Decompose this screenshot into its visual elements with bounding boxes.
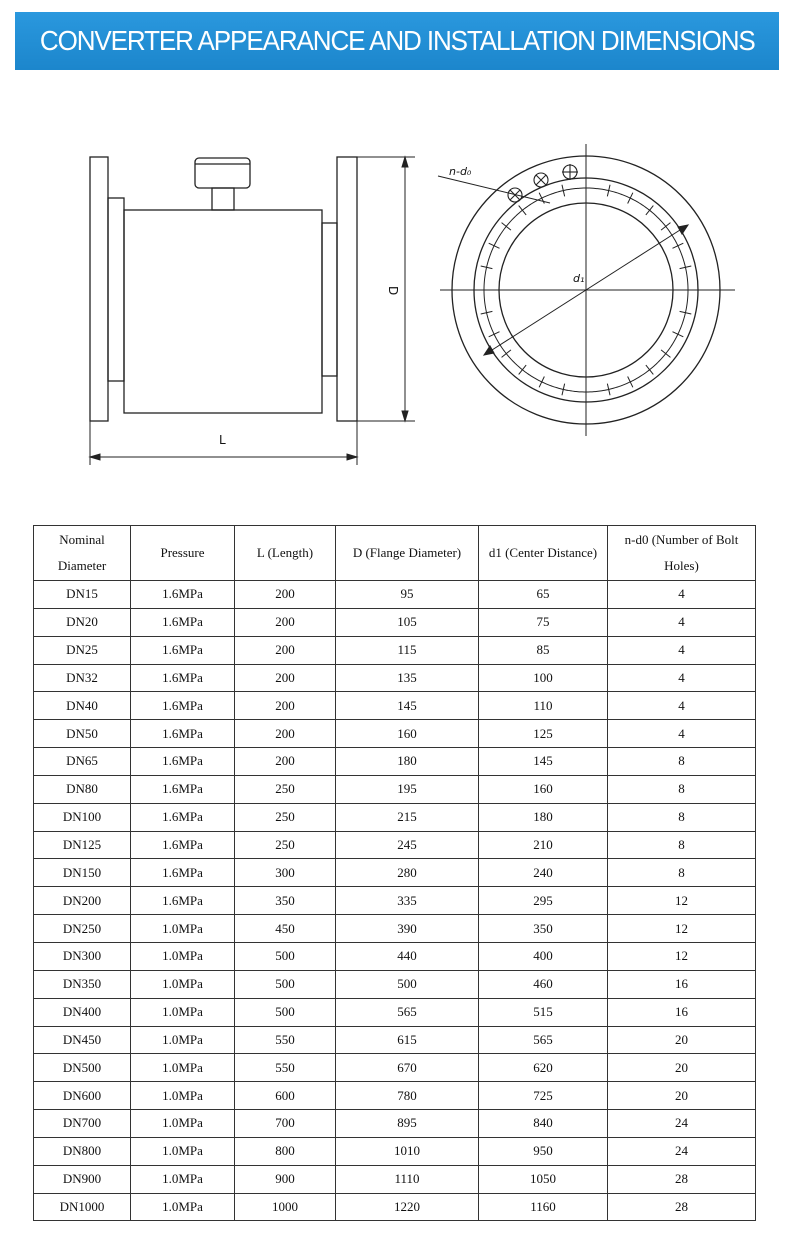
table-row — [34, 775, 756, 803]
cell-length: 450 — [235, 915, 336, 943]
table-header-row — [34, 526, 756, 581]
bolt-hole-leader — [438, 176, 550, 203]
bolt-tick — [489, 332, 500, 337]
cell-flange-diameter: 670 — [336, 1054, 479, 1082]
cell-pressure: 1.6MPa — [131, 692, 235, 720]
dimension-d-line — [357, 157, 415, 421]
cell-bolt-holes: 28 — [608, 1193, 756, 1221]
label-l: L — [219, 433, 226, 447]
cell-nominal-diameter: DN50 — [34, 720, 131, 748]
cell-pressure: 1.0MPa — [131, 970, 235, 998]
cell-center-distance: 460 — [479, 970, 608, 998]
cell-length: 200 — [235, 748, 336, 776]
cell-length: 550 — [235, 1054, 336, 1082]
cell-nominal-diameter: DN200 — [34, 887, 131, 915]
cell-center-distance: 620 — [479, 1054, 608, 1082]
cell-nominal-diameter: DN25 — [34, 636, 131, 664]
cell-center-distance: 950 — [479, 1137, 608, 1165]
cell-pressure: 1.6MPa — [131, 636, 235, 664]
table-row — [34, 970, 756, 998]
cell-flange-diameter: 280 — [336, 859, 479, 887]
cell-pressure: 1.0MPa — [131, 915, 235, 943]
cell-pressure: 1.0MPa — [131, 1193, 235, 1221]
cell-center-distance: 565 — [479, 1026, 608, 1054]
side-view-body — [124, 210, 322, 413]
cell-center-distance: 400 — [479, 942, 608, 970]
cell-flange-diameter: 145 — [336, 692, 479, 720]
table-row — [34, 581, 756, 609]
table-row — [34, 692, 756, 720]
cell-flange-diameter: 245 — [336, 831, 479, 859]
cell-center-distance: 160 — [479, 775, 608, 803]
title-banner — [15, 12, 779, 70]
cell-length: 350 — [235, 887, 336, 915]
cell-length: 250 — [235, 831, 336, 859]
cell-bolt-holes: 28 — [608, 1165, 756, 1193]
cell-nominal-diameter: DN400 — [34, 998, 131, 1026]
cell-bolt-holes: 8 — [608, 831, 756, 859]
cell-center-distance: 295 — [479, 887, 608, 915]
cell-length: 800 — [235, 1137, 336, 1165]
table-row — [34, 1082, 756, 1110]
cell-pressure: 1.0MPa — [131, 998, 235, 1026]
cell-flange-diameter: 1010 — [336, 1137, 479, 1165]
cell-pressure: 1.6MPa — [131, 859, 235, 887]
bolt-tick — [489, 243, 500, 248]
cell-center-distance: 85 — [479, 636, 608, 664]
cell-pressure: 1.0MPa — [131, 1110, 235, 1138]
cell-flange-diameter: 180 — [336, 748, 479, 776]
header-length: L (Length) — [235, 526, 336, 581]
cell-pressure: 1.6MPa — [131, 775, 235, 803]
cell-center-distance: 1160 — [479, 1193, 608, 1221]
cell-nominal-diameter: DN150 — [34, 859, 131, 887]
cell-pressure: 1.6MPa — [131, 803, 235, 831]
cell-center-distance: 180 — [479, 803, 608, 831]
cell-nominal-diameter: DN125 — [34, 831, 131, 859]
cell-flange-diameter: 160 — [336, 720, 479, 748]
header-flange-diameter: D (Flange Diameter) — [336, 526, 479, 581]
bolt-tick — [672, 332, 683, 337]
cell-nominal-diameter: DN15 — [34, 581, 131, 609]
table-row — [34, 831, 756, 859]
cell-pressure: 1.6MPa — [131, 608, 235, 636]
cell-length: 500 — [235, 998, 336, 1026]
header-center-distance: d1 (Center Distance) — [479, 526, 608, 581]
cell-nominal-diameter: DN350 — [34, 970, 131, 998]
cell-center-distance: 1050 — [479, 1165, 608, 1193]
label-d: D — [386, 286, 400, 296]
table-row — [34, 664, 756, 692]
cell-nominal-diameter: DN40 — [34, 692, 131, 720]
cell-length: 500 — [235, 970, 336, 998]
cell-nominal-diameter: DN500 — [34, 1054, 131, 1082]
table-row — [34, 887, 756, 915]
cell-nominal-diameter: DN800 — [34, 1137, 131, 1165]
header-bolt-holes: n-d0 (Number of Bolt Holes) — [608, 526, 756, 581]
cell-bolt-holes: 8 — [608, 803, 756, 831]
header-pressure: Pressure — [131, 526, 235, 581]
cell-bolt-holes: 16 — [608, 970, 756, 998]
table-row — [34, 1165, 756, 1193]
cell-center-distance: 210 — [479, 831, 608, 859]
cell-pressure: 1.0MPa — [131, 1137, 235, 1165]
cell-flange-diameter: 215 — [336, 803, 479, 831]
cell-flange-diameter: 780 — [336, 1082, 479, 1110]
cell-length: 200 — [235, 608, 336, 636]
cell-bolt-holes: 4 — [608, 581, 756, 609]
cell-center-distance: 145 — [479, 748, 608, 776]
cell-flange-diameter: 500 — [336, 970, 479, 998]
cell-center-distance: 840 — [479, 1110, 608, 1138]
installation-drawing — [0, 140, 790, 480]
cell-bolt-holes: 8 — [608, 748, 756, 776]
cell-bolt-holes: 4 — [608, 608, 756, 636]
cell-center-distance: 350 — [479, 915, 608, 943]
cell-nominal-diameter: DN65 — [34, 748, 131, 776]
cell-flange-diameter: 1110 — [336, 1165, 479, 1193]
cell-bolt-holes: 4 — [608, 664, 756, 692]
cell-nominal-diameter: DN32 — [34, 664, 131, 692]
dimension-table — [33, 525, 756, 1221]
cell-bolt-holes: 8 — [608, 775, 756, 803]
cell-flange-diameter: 95 — [336, 581, 479, 609]
header-nominal-diameter: Nominal Diameter — [34, 526, 131, 581]
cell-bolt-holes: 20 — [608, 1054, 756, 1082]
bolt-tick — [672, 243, 683, 248]
cell-nominal-diameter: DN900 — [34, 1165, 131, 1193]
cell-flange-diameter: 390 — [336, 915, 479, 943]
cell-nominal-diameter: DN20 — [34, 608, 131, 636]
bolt-tick — [628, 193, 633, 204]
cell-bolt-holes: 24 — [608, 1110, 756, 1138]
cell-length: 550 — [235, 1026, 336, 1054]
cell-length: 250 — [235, 775, 336, 803]
cell-flange-diameter: 105 — [336, 608, 479, 636]
cell-pressure: 1.6MPa — [131, 748, 235, 776]
cell-center-distance: 65 — [479, 581, 608, 609]
cell-flange-diameter: 565 — [336, 998, 479, 1026]
cell-nominal-diameter: DN100 — [34, 803, 131, 831]
cell-nominal-diameter: DN450 — [34, 1026, 131, 1054]
label-bolt-holes: n-d₀ — [449, 165, 472, 178]
cell-pressure: 1.6MPa — [131, 887, 235, 915]
cell-nominal-diameter: DN700 — [34, 1110, 131, 1138]
table-row — [34, 608, 756, 636]
cell-flange-diameter: 335 — [336, 887, 479, 915]
bolt-tick — [646, 365, 653, 374]
bolt-tick — [502, 223, 511, 230]
cell-length: 200 — [235, 692, 336, 720]
cell-pressure: 1.6MPa — [131, 581, 235, 609]
cell-pressure: 1.6MPa — [131, 720, 235, 748]
page-title: CONVERTER APPEARANCE AND INSTALLATION DIMENSIONS — [39, 25, 755, 56]
cell-length: 300 — [235, 859, 336, 887]
side-view-right-flange — [322, 157, 357, 421]
table-row — [34, 942, 756, 970]
cell-pressure: 1.0MPa — [131, 1165, 235, 1193]
bolt-tick — [661, 223, 670, 230]
cell-flange-diameter: 195 — [336, 775, 479, 803]
bolt-tick — [628, 376, 633, 387]
table-row — [34, 1054, 756, 1082]
bolt-tick — [539, 376, 544, 387]
cell-bolt-holes: 4 — [608, 636, 756, 664]
side-view-left-flange — [90, 157, 124, 421]
table-row — [34, 748, 756, 776]
cell-flange-diameter: 440 — [336, 942, 479, 970]
cell-bolt-holes: 4 — [608, 692, 756, 720]
cell-nominal-diameter: DN1000 — [34, 1193, 131, 1221]
cell-length: 200 — [235, 581, 336, 609]
bolt-holes — [508, 164, 578, 202]
cell-center-distance: 725 — [479, 1082, 608, 1110]
cell-bolt-holes: 4 — [608, 720, 756, 748]
cell-length: 500 — [235, 942, 336, 970]
table-row — [34, 859, 756, 887]
cell-flange-diameter: 895 — [336, 1110, 479, 1138]
cell-bolt-holes: 20 — [608, 1026, 756, 1054]
table-row — [34, 1026, 756, 1054]
cell-pressure: 1.6MPa — [131, 664, 235, 692]
cell-length: 200 — [235, 664, 336, 692]
cell-bolt-holes: 24 — [608, 1137, 756, 1165]
table-row — [34, 636, 756, 664]
cell-length: 1000 — [235, 1193, 336, 1221]
cell-length: 700 — [235, 1110, 336, 1138]
cell-center-distance: 125 — [479, 720, 608, 748]
cell-flange-diameter: 115 — [336, 636, 479, 664]
cell-bolt-holes: 16 — [608, 998, 756, 1026]
cell-bolt-holes: 12 — [608, 942, 756, 970]
table-row — [34, 803, 756, 831]
bolt-tick — [502, 350, 511, 357]
cell-nominal-diameter: DN250 — [34, 915, 131, 943]
cell-flange-diameter: 1220 — [336, 1193, 479, 1221]
bolt-tick — [519, 365, 526, 374]
label-center-distance: d₁ — [573, 272, 585, 285]
cell-length: 200 — [235, 636, 336, 664]
cell-nominal-diameter: DN600 — [34, 1082, 131, 1110]
cell-center-distance: 240 — [479, 859, 608, 887]
cell-pressure: 1.0MPa — [131, 942, 235, 970]
table-row — [34, 1193, 756, 1221]
cell-length: 600 — [235, 1082, 336, 1110]
cell-bolt-holes: 8 — [608, 859, 756, 887]
cell-center-distance: 100 — [479, 664, 608, 692]
cell-pressure: 1.6MPa — [131, 831, 235, 859]
bolt-tick — [519, 206, 526, 215]
cell-center-distance: 110 — [479, 692, 608, 720]
cell-nominal-diameter: DN80 — [34, 775, 131, 803]
table-row — [34, 1110, 756, 1138]
table-row — [34, 1137, 756, 1165]
table-row — [34, 915, 756, 943]
cell-length: 900 — [235, 1165, 336, 1193]
cell-center-distance: 515 — [479, 998, 608, 1026]
cell-length: 200 — [235, 720, 336, 748]
table-row — [34, 998, 756, 1026]
bolt-tick — [661, 350, 670, 357]
bolt-tick — [646, 206, 653, 215]
cell-pressure: 1.0MPa — [131, 1082, 235, 1110]
table-row — [34, 720, 756, 748]
cell-flange-diameter: 615 — [336, 1026, 479, 1054]
cell-pressure: 1.0MPa — [131, 1026, 235, 1054]
cell-bolt-holes: 12 — [608, 915, 756, 943]
cell-center-distance: 75 — [479, 608, 608, 636]
cell-bolt-holes: 20 — [608, 1082, 756, 1110]
cell-pressure: 1.0MPa — [131, 1054, 235, 1082]
converter-head — [195, 158, 250, 210]
cell-flange-diameter: 135 — [336, 664, 479, 692]
cell-nominal-diameter: DN300 — [34, 942, 131, 970]
cell-length: 250 — [235, 803, 336, 831]
cell-bolt-holes: 12 — [608, 887, 756, 915]
